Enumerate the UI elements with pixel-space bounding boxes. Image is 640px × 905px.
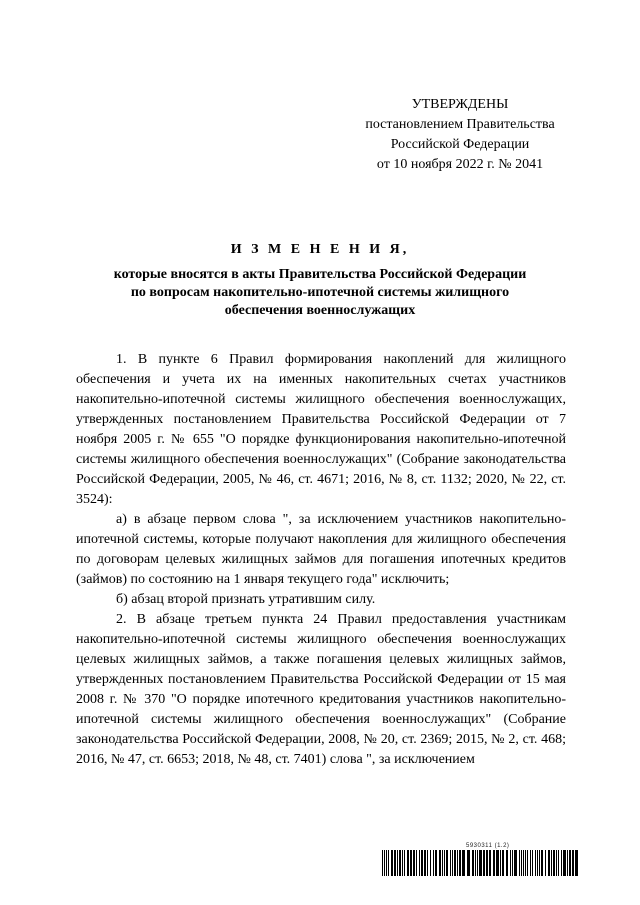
barcode — [382, 850, 578, 876]
approval-line-2: постановлением Правительства — [365, 117, 555, 132]
barcode-label: 5930311 (1.2) — [466, 843, 510, 849]
approval-stamp — [300, 95, 620, 175]
document-body — [76, 350, 566, 770]
subtitle-line-2: по вопросам накопительно-ипотечной системы жилищного — [130, 285, 510, 300]
approval-line-3: Российской Федерации — [390, 137, 530, 152]
subtitle-line-3: обеспечения военнослужащих — [224, 303, 416, 318]
approval-line-1: УТВЕРЖДЕНЫ — [411, 97, 509, 112]
paragraph-2: 2. В абзаце третьем пункта 24 Правил предоставления участникам накопительно-ипотечной системы жилищного обеспечения военнослужащих целевых жилищных займов, а также погашения целевых жилищных займов, утвержденных постановлением Правительства Российской Федерации от 15 мая 2008 г. № 370 "О порядке ипотечного кредитования участников накопительно-ипотечной системы жилищного обеспечения военнослужащих" (Собрание законодательства Российской Федерации, 2008, № 20, ст. 2369; 2015, № 2, ст. 468; 2016, № 47, ст. 6653; 2018, № 48, ст. 7401) слова ", за исключением — [76, 612, 566, 767]
document-title: И З М Е Н Е Н И Я, — [230, 242, 410, 257]
approval-line-4: от 10 ноября 2022 г. № 2041 — [376, 157, 544, 172]
document-subtitle — [70, 266, 570, 320]
paragraph-1b: б) абзац второй признать утратившим силу. — [116, 592, 376, 607]
paragraph-1: 1. В пункте 6 Правил формирования накоплений для жилищного обеспечения и учета их на именных накопительных счетах участников накопительно-ипотечной системы жилищного обеспечения военнослужащих, утвержденных постановлением Правительства Российской Федерации от 7 ноября 2005 г. № 655 "О порядке функционирования накопительно-ипотечной системы жилищного обеспечения военнослужащих" (Собрание законодательства Российской Федерации, 2005, № 46, ст. 4671; 2016, № 8, ст. 1132; 2020, № 22, ст. 3524): — [76, 352, 566, 507]
subtitle-line-1: которые вносятся в акты Правительства Российской Федерации — [113, 267, 527, 282]
paragraph-1a: а) в абзаце первом слова ", за исключением участников накопительно-ипотечной системы, которые получают накопления для жилищного обеспечения по договорам целевых жилищных займов для погашения ипотечных кредитов (займов) по состоянию на 1 января текущего года" исключить; — [76, 512, 566, 587]
